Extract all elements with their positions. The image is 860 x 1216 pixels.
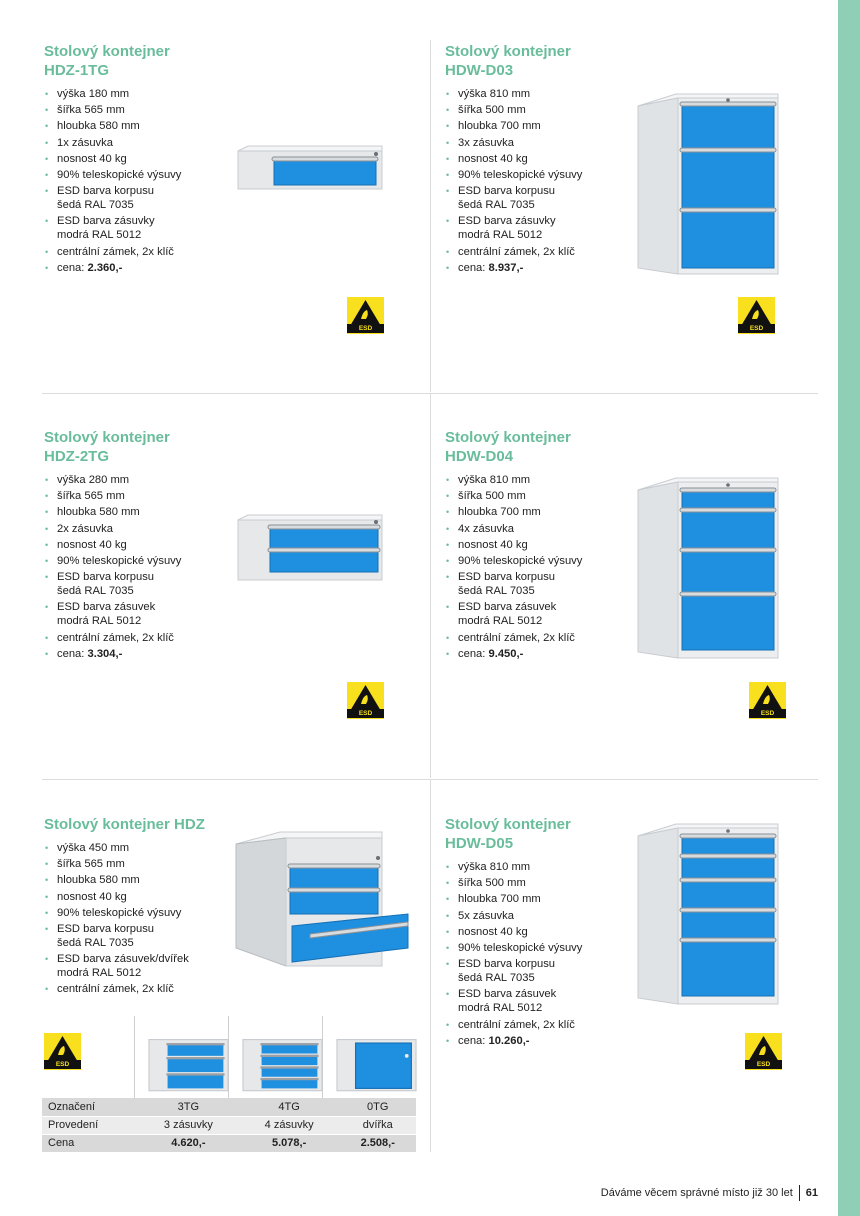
side-color-strip [838,0,860,1216]
product-title: Stolový kontejner HDZ-1TG [44,43,170,79]
spec-item: • 90% teleskopické výsuvy [445,941,645,955]
esd-warning-icon: ESD [44,1033,81,1070]
spec-item: • výška 810 mm [445,860,645,874]
spec-list [445,473,645,661]
product-image-hdz-2tg [236,514,384,582]
spec-item: • 90% teleskopické výsuvy [44,554,244,568]
spec-item: • nosnost 40 kg [445,538,645,552]
spec-item: • výška 810 mm [445,473,645,487]
table-cell: dvířka [340,1116,417,1134]
spec-drawer-color: • ESD barva zásuvek/dvířek modrá RAL 5012 [44,952,244,980]
table-cell [340,1134,417,1152]
price-value: 2.508,- [360,1137,395,1149]
spec-item: • hloubka 580 mm [44,873,244,887]
spec-body-color: • ESD barva korpusu šedá RAL 7035 [445,184,645,212]
spec-price: • cena: 9.450,- [445,647,645,661]
table-row [42,1098,416,1116]
spec-item: • výška 450 mm [44,841,244,855]
price-value: 8.937,- [488,261,524,274]
spec-item: • nosnost 40 kg [44,538,244,552]
spec-item: • šířka 565 mm [44,857,244,871]
spec-item: • 5x zásuvka [445,909,645,923]
product-hdw-d04 [445,428,645,663]
grid-divider-horizontal [42,779,818,780]
spec-price: • cena: 8.937,- [445,261,645,275]
spec-item: • šířka 500 mm [445,103,645,117]
spec-body-color: • ESD barva korpusu šedá RAL 7035 [445,570,645,598]
spec-body-color: • ESD barva korpusu šedá RAL 7035 [445,957,645,985]
spec-item: • šířka 565 mm [44,489,244,503]
esd-warning-icon: ESD [347,297,384,334]
spec-item: • 90% teleskopické výsuvy [44,906,244,920]
table-row [42,1116,416,1134]
spec-item: • hloubka 580 mm [44,119,244,133]
table-cell [138,1134,239,1152]
table-row-header: Označení [42,1098,138,1116]
spec-item: • nosnost 40 kg [445,925,645,939]
spec-list [445,87,645,275]
variant-image-3tg [142,1016,235,1098]
spec-item: • hloubka 580 mm [44,505,244,519]
variant-image-0tg [330,1016,423,1098]
product-image-hdw-d03 [636,92,780,276]
spec-lock: • centrální zámek, 2x klíč [445,631,645,645]
spec-item: • hloubka 700 mm [445,505,645,519]
price-value: 4.620,- [171,1137,206,1149]
variants-table [42,1098,416,1153]
grid-divider-horizontal [42,393,818,394]
spec-list [44,87,244,275]
spec-body-color: • ESD barva korpusu šedá RAL 7035 [44,922,244,950]
product-title: Stolový kontejner HDW-D04 [445,429,571,465]
grid-divider-vertical [430,394,431,778]
spec-price: • cena: 3.304,- [44,647,244,661]
table-cell: 4 zásuvky [239,1116,340,1134]
product-image-hdw-d04 [636,476,780,660]
spec-item: • hloubka 700 mm [445,119,645,133]
spec-drawer-color: • ESD barva zásuvek modrá RAL 5012 [445,600,645,628]
spec-price: • cena: 10.260,- [445,1034,645,1048]
spec-item: • 90% teleskopické výsuvy [44,168,244,182]
price-value: 2.360,- [87,261,123,274]
esd-warning-icon: ESD [745,1033,782,1070]
spec-item: • nosnost 40 kg [445,152,645,166]
price-value: 3.304,- [87,647,123,660]
product-hdz-2tg [44,428,244,663]
grid-divider-vertical [430,40,431,392]
page-number: 61 [805,1187,818,1199]
price-value: 9.450,- [488,647,524,660]
spec-item: • nosnost 40 kg [44,152,244,166]
spec-body-color: • ESD barva korpusu šedá RAL 7035 [44,184,244,212]
product-image-hdz [232,830,412,970]
spec-lock: • centrální zámek, 2x klíč [44,245,244,259]
product-title: Stolový kontejner HDZ [44,816,205,833]
spec-item: • 3x zásuvka [445,136,645,150]
table-cell: 4TG [239,1098,340,1116]
esd-warning-icon: ESD [749,682,786,719]
esd-warning-icon: ESD [738,297,775,334]
spec-item: • výška 280 mm [44,473,244,487]
spec-drawer-color: • ESD barva zásuvky modrá RAL 5012 [44,214,244,242]
spec-lock: • centrální zámek, 2x klíč [44,982,244,996]
spec-body-color: • ESD barva korpusu šedá RAL 7035 [44,570,244,598]
spec-lock: • centrální zámek, 2x klíč [445,245,645,259]
price-value: 10.260,- [488,1034,530,1047]
table-row [42,1134,416,1152]
table-cell: 3TG [138,1098,239,1116]
product-title: Stolový kontejner HDZ-2TG [44,429,170,465]
spec-item: • šířka 565 mm [44,103,244,117]
spec-price: • cena: 2.360,- [44,261,244,275]
product-title: Stolový kontejner HDW-D03 [445,43,571,79]
spec-item: • 2x zásuvka [44,522,244,536]
variants-table-block [42,1016,416,1152]
spec-item: • 1x zásuvka [44,136,244,150]
price-value: 5.078,- [272,1137,307,1149]
spec-list [445,860,645,1048]
footer-slogan: Dáváme věcem správné místo již 30 let [600,1187,793,1199]
spec-item: • nosnost 40 kg [44,890,244,904]
product-image-hdw-d05 [636,822,780,1006]
product-hdz [44,815,244,999]
table-cell [239,1134,340,1152]
spec-item: • 90% teleskopické výsuvy [445,168,645,182]
spec-item: • 4x zásuvka [445,522,645,536]
spec-lock: • centrální zámek, 2x klíč [44,631,244,645]
grid-divider-vertical [430,780,431,1152]
product-hdw-d05 [445,815,645,1050]
table-cell: 0TG [340,1098,417,1116]
spec-item: • výška 810 mm [445,87,645,101]
table-row-header: Provedení [42,1116,138,1134]
page-footer [601,1185,818,1201]
spec-item: • šířka 500 mm [445,489,645,503]
table-cell: 3 zásuvky [138,1116,239,1134]
spec-item: • výška 180 mm [44,87,244,101]
spec-drawer-color: • ESD barva zásuvek modrá RAL 5012 [44,600,244,628]
spec-drawer-color: • ESD barva zásuvky modrá RAL 5012 [445,214,645,242]
variant-image-4tg [236,1016,329,1098]
table-row-header: Cena [42,1134,138,1152]
spec-item: • hloubka 700 mm [445,892,645,906]
esd-warning-icon: ESD [347,682,384,719]
product-title: Stolový kontejner HDW-D05 [445,816,571,852]
product-hdw-d03 [445,42,645,277]
spec-list [44,841,244,996]
spec-lock: • centrální zámek, 2x klíč [445,1018,645,1032]
spec-drawer-color: • ESD barva zásuvek modrá RAL 5012 [445,987,645,1015]
spec-item: • 90% teleskopické výsuvy [445,554,645,568]
spec-item: • šířka 500 mm [445,876,645,890]
product-image-hdz-1tg [236,145,384,191]
spec-list [44,473,244,661]
footer-divider [799,1185,800,1201]
product-hdz-1tg [44,42,244,277]
